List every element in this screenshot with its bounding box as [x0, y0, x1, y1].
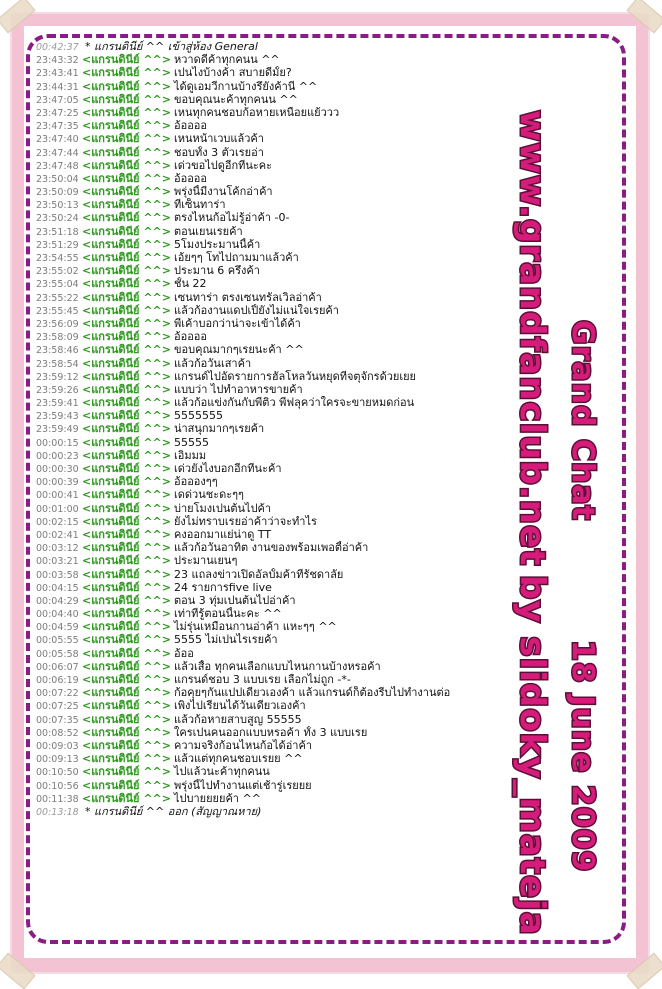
message-text: 5โมงประมานนี้ค้า	[173, 237, 261, 251]
timestamp: 00:07:35	[36, 714, 79, 726]
nickname: <แกรนดินีย์ ^^>	[82, 53, 171, 67]
message-text: ไปบายยยยค้า ^^	[173, 791, 261, 805]
timestamp: 23:47:35	[36, 121, 79, 133]
chat-line	[36, 475, 516, 488]
nickname: <แกรนดินีย์ ^^>	[82, 791, 171, 805]
timestamp: 00:05:58	[36, 648, 79, 660]
nickname: <แกรนดินีย์ ^^>	[82, 158, 171, 172]
nickname: <แกรนดินีย์ ^^>	[82, 712, 171, 726]
timestamp: 23:51:29	[36, 239, 79, 251]
message-text: แล้วก้อวันเสาค้า	[173, 356, 252, 370]
timestamp: 23:44:31	[36, 81, 79, 93]
nickname: <แกรนดินีย์ ^^>	[82, 527, 171, 541]
chat-line	[36, 66, 516, 79]
chat-line	[36, 739, 516, 752]
nickname: <แกรนดินีย์ ^^>	[82, 554, 171, 568]
chat-line	[36, 383, 516, 396]
timestamp: 00:06:07	[36, 661, 79, 673]
nickname: <แกรนดินีย์ ^^>	[82, 264, 171, 278]
timestamp: 23:58:54	[36, 358, 79, 370]
message-text: ชั้น 22	[173, 277, 207, 291]
nickname: <แกรนดินีย์ ^^>	[82, 738, 171, 752]
message-text: ใครเปนคนออกแบบหรอค้า ทั้ง 3 แบบเรย	[173, 725, 368, 739]
timestamp: 00:06:19	[36, 675, 79, 686]
chat-line	[36, 238, 516, 251]
timestamp: 23:43:41	[36, 68, 79, 80]
timestamp: 00:04:59	[36, 622, 79, 634]
chat-line	[36, 752, 516, 765]
nickname: <แกรนดินีย์ ^^>	[82, 396, 171, 410]
message-text: อ้ออองๆๆ	[173, 475, 218, 489]
nickname: <แกรนดินีย์ ^^>	[82, 765, 171, 779]
chat-line	[36, 647, 516, 660]
timestamp: 23:58:09	[36, 332, 79, 344]
chat-line	[36, 607, 516, 620]
message-text: ขอบคุณมากๆเรยนะค้า ^^	[173, 343, 304, 357]
nickname: <แกรนดินีย์ ^^>	[82, 448, 171, 462]
timestamp: 23:47:25	[36, 107, 79, 119]
chat-line	[36, 673, 516, 686]
timestamp: 23:50:04	[36, 173, 79, 185]
watermark-date: 18 June 2009	[565, 640, 600, 873]
message-text: ความจริงก้อนไหนก้อได้อ่าค้า	[173, 738, 313, 752]
chat-line	[36, 449, 516, 462]
chat-line	[36, 304, 516, 317]
nickname: <แกรนดินีย์ ^^>	[82, 119, 171, 133]
nickname: <แกรนดินีย์ ^^>	[82, 198, 171, 212]
timestamp: 00:00:41	[36, 490, 79, 502]
nickname: <แกรนดินีย์ ^^>	[82, 620, 171, 634]
chat-line	[36, 660, 516, 673]
timestamp: 23:51:18	[36, 226, 79, 238]
nickname: <แกรนดินีย์ ^^>	[82, 422, 171, 436]
timestamp: 00:09:13	[36, 754, 79, 766]
chat-line	[36, 277, 516, 290]
message-text: พี่เค้าบอกว่าน่าจะเข้าได้ค้า	[173, 316, 301, 330]
nickname: <แกรนดินีย์ ^^>	[82, 330, 171, 344]
message-text: 5555555	[173, 409, 223, 423]
timestamp: 23:55:45	[36, 305, 79, 317]
chat-line	[36, 515, 516, 528]
nickname: <แกรนดินีย์ ^^>	[82, 778, 171, 792]
chat-line	[36, 792, 516, 805]
timestamp: 00:03:58	[36, 569, 79, 581]
nickname: <แกรนดินีย์ ^^>	[82, 251, 171, 264]
chat-line	[36, 462, 516, 475]
message-text: แล้วก้อหายสาบสูญ 55555	[173, 712, 302, 726]
message-text: แล้วก้อวันอาทิต งานของพร้อมเพอตี้อ่าค้า	[173, 541, 369, 555]
nickname: <แกรนดินีย์ ^^>	[82, 607, 171, 621]
nickname: <แกรนดินีย์ ^^>	[82, 541, 171, 555]
nickname: <แกรนดินีย์ ^^>	[82, 514, 171, 528]
nickname: <แกรนดินีย์ ^^>	[82, 567, 171, 581]
message-text: ประมานเยนๆ	[173, 554, 238, 568]
chat-line	[36, 251, 516, 264]
message-text: อ้ออ	[173, 646, 194, 660]
nickname: <แกรนดินีย์ ^^>	[82, 659, 171, 673]
system-message	[36, 805, 516, 818]
nickname: <แกรนดินีย์ ^^>	[82, 92, 171, 106]
message-text: * แกรนดินีย์ ^^ เข้าสู่ห้อง General	[85, 40, 258, 53]
message-text: คงออกมาแย่น่าดู TT	[173, 527, 272, 541]
timestamp: 23:50:09	[36, 187, 79, 199]
timestamp: 23:47:40	[36, 134, 79, 146]
chat-line	[36, 502, 516, 515]
chat-line	[36, 620, 516, 633]
timestamp: 23:59:49	[36, 424, 79, 436]
message-text: แล้วเสื้อ ทุกคนเลือกแบบไหนกานบ้างหรอค้า	[173, 659, 381, 673]
timestamp: 00:07:22	[36, 688, 79, 700]
message-text: ตอน 3 ทุ่มเปนต้นไปอ่าค้า	[173, 593, 296, 607]
nickname: <แกรนดินีย์ ^^>	[82, 686, 171, 700]
nickname: <แกรนดินีย์ ^^>	[82, 356, 171, 370]
watermark-author: by slidoky_mateja	[512, 575, 552, 936]
nickname: <แกรนดินีย์ ^^>	[82, 752, 171, 766]
chat-line	[36, 343, 516, 356]
chat-line	[36, 225, 516, 238]
message-text: แบบว่า ไปทำอาหารขายค้า	[173, 382, 303, 396]
timestamp: 00:02:15	[36, 516, 79, 528]
message-text: อ้ออออ	[173, 171, 208, 185]
timestamp: 00:02:41	[36, 529, 79, 541]
timestamp: 23:59:12	[36, 371, 79, 383]
chat-line	[36, 594, 516, 607]
nickname: <แกรนดินีย์ ^^>	[82, 224, 171, 238]
message-text: เซนทาร่า ตรงเซนทรัลเวิลอ่าค้า	[173, 290, 322, 304]
nickname: <แกรนดินีย์ ^^>	[82, 237, 171, 251]
watermark-title: Grand Chat	[565, 320, 600, 521]
chat-line	[36, 765, 516, 778]
chat-line	[36, 172, 516, 185]
message-text: อ้ออออ	[173, 330, 208, 344]
timestamp: 00:13:18	[36, 806, 79, 818]
message-text: เหนทุกคนชอบก้อหายเหนื่อยแย้ววว	[173, 105, 340, 119]
timestamp: 23:56:09	[36, 318, 79, 330]
message-text: เด่วยังไงบอกอีกทีนะค้า	[173, 462, 282, 475]
system-message	[36, 40, 516, 53]
message-text: อ้ออออ	[173, 119, 208, 133]
timestamp: 23:43:32	[36, 55, 79, 67]
message-text: แล้วก้องานแดปเปิ้ยังไม่แน่ใจเรยค้า	[173, 303, 339, 317]
nickname: <แกรนดินีย์ ^^>	[82, 409, 171, 423]
timestamp: 00:11:38	[36, 793, 79, 805]
nickname: <แกรนดินีย์ ^^>	[82, 488, 171, 502]
message-text: 5555 ไม่เปนไรเรยค้า	[173, 633, 278, 647]
timestamp: 00:10:56	[36, 780, 79, 792]
chat-line	[36, 264, 516, 277]
chat-line	[36, 713, 516, 726]
message-text: ยังไม่ทราบเรยอ่าค้าว่าจะทำไร	[173, 514, 317, 528]
message-text: เด่วขอไปดูอีกทีนะคะ	[173, 158, 273, 172]
message-text: 23 แถลงข่าวเปิดอัลบั้มค้าที่รัชดาลัย	[173, 567, 344, 581]
nickname: <แกรนดินีย์ ^^>	[82, 725, 171, 739]
timestamp: 00:04:15	[36, 582, 79, 594]
nickname: <แกรนดินีย์ ^^>	[82, 501, 171, 515]
chat-line	[36, 436, 516, 449]
nickname: <แกรนดินีย์ ^^>	[82, 185, 171, 199]
message-text: แล้วก้อแข่งกันกับพี่ติว พี่ฟลุคว่าใครจะขายหมดก่อน	[173, 396, 415, 410]
nickname: <แกรนดินีย์ ^^>	[82, 105, 171, 119]
message-text: เอิ่มมม	[173, 448, 207, 462]
chat-line	[36, 119, 516, 132]
chat-line	[36, 699, 516, 712]
message-text: 55555	[173, 435, 209, 449]
chat-line	[36, 53, 516, 66]
nickname: <แกรนดินีย์ ^^>	[82, 290, 171, 304]
chat-line	[36, 568, 516, 581]
message-text: บ่ายโมงเปนต้นไปค้า	[173, 501, 272, 515]
timestamp: 23:47:44	[36, 147, 79, 159]
nickname: <แกรนดินีย์ ^^>	[82, 277, 171, 291]
timestamp: 00:03:12	[36, 543, 79, 555]
nickname: <แกรนดินีย์ ^^>	[82, 171, 171, 185]
timestamp: 23:59:41	[36, 398, 79, 410]
nickname: <แกรนดินีย์ ^^>	[82, 699, 171, 713]
chat-line	[36, 554, 516, 567]
timestamp: 00:08:52	[36, 727, 79, 739]
message-text: ได้ดูเอมวีกานบ้างรึยังค้านี่ ^^	[173, 79, 318, 93]
message-text: เดด่วนชะดะๆๆ	[173, 488, 244, 502]
timestamp: 00:10:50	[36, 767, 79, 779]
nickname: <แกรนดินีย์ ^^>	[82, 475, 171, 489]
message-text: ที่เซ็นทาร่า	[173, 198, 226, 212]
message-text: 24 รายการfive live	[173, 580, 272, 594]
nickname: <แกรนดินีย์ ^^>	[82, 593, 171, 607]
chat-line	[36, 317, 516, 330]
chat-line	[36, 357, 516, 370]
timestamp: 00:09:03	[36, 740, 79, 752]
message-text: ประมาน 6 ครึ่งค้า	[173, 264, 260, 278]
chat-line	[36, 132, 516, 145]
chat-line	[36, 106, 516, 119]
message-text: ไปแล้วนะค้าทุกคนน	[173, 765, 270, 779]
nickname: <แกรนดินีย์ ^^>	[82, 462, 171, 475]
nickname: <แกรนดินีย์ ^^>	[82, 145, 171, 159]
message-text: เท่าที่รู้ตอนนี้นะคะ ^^	[173, 607, 282, 621]
message-text: เหนหน้าเวบแล้วค้า	[173, 132, 264, 146]
message-text: เอ้ยๆๆ โทไปถามมาแล้วค้า	[173, 251, 299, 264]
chat-line	[36, 185, 516, 198]
message-text: น่าสนุกมากๆเรยค้า	[173, 422, 265, 436]
chat-line	[36, 779, 516, 792]
message-text: ก้อคุยๆกันแปปเดียวเองค้า แล้วแกรนด์ก็ต้องรีบไปทำงานต่อ	[173, 686, 451, 700]
chat-log	[36, 40, 516, 818]
timestamp: 23:47:48	[36, 160, 79, 172]
chat-line	[36, 488, 516, 501]
nickname: <แกรนดินีย์ ^^>	[82, 79, 171, 93]
timestamp: 00:01:00	[36, 503, 79, 515]
message-text: * แกรนดินีย์ ^^ ออก (สัญญาณหาย)	[85, 804, 262, 818]
chat-line	[36, 409, 516, 422]
nickname: <แกรนดินีย์ ^^>	[82, 211, 171, 225]
message-text: ตรงไหนก้อไม่รู้อ่าค้า -0-	[173, 211, 290, 225]
message-text: พรุ่งนี้มีงานโค้กอ่าค้า	[173, 185, 273, 199]
message-text: เปนไงบ้างค้า สบายดีมั้ย?	[173, 66, 292, 80]
timestamp: 00:42:37	[36, 42, 79, 53]
nickname: <แกรนดินีย์ ^^>	[82, 303, 171, 317]
chat-line	[36, 330, 516, 343]
nickname: <แกรนดินีย์ ^^>	[82, 580, 171, 594]
chat-line	[36, 370, 516, 383]
timestamp: 23:59:26	[36, 384, 79, 396]
message-text: แกรนด์ไปอัดรายการฮัลโหลวันหยุดที่จตุจักรด้วยเยย	[173, 369, 417, 383]
timestamp: 23:55:22	[36, 292, 79, 304]
timestamp: 00:00:39	[36, 477, 79, 489]
chat-line	[36, 633, 516, 646]
chat-line	[36, 726, 516, 739]
timestamp: 00:04:29	[36, 595, 79, 607]
timestamp: 00:05:55	[36, 635, 79, 647]
chat-line	[36, 80, 516, 93]
nickname: <แกรนดินีย์ ^^>	[82, 132, 171, 146]
message-text: ไม่รุ่นเหมือนกานอ่าค้า แหะๆๆ ^^	[173, 620, 337, 634]
watermark-url: www.grandfanclub.net	[512, 110, 552, 567]
nickname: <แกรนดินีย์ ^^>	[82, 369, 171, 383]
timestamp: 23:54:55	[36, 253, 79, 264]
nickname: <แกรนดินีย์ ^^>	[82, 633, 171, 647]
chat-line	[36, 93, 516, 106]
chat-line	[36, 198, 516, 211]
timestamp: 00:00:15	[36, 437, 79, 449]
timestamp: 23:59:43	[36, 411, 79, 423]
message-text: เพิ่งไปเรียนได้วันเดียวเองค้า	[173, 699, 306, 713]
timestamp: 00:03:21	[36, 556, 79, 568]
nickname: <แกรนดินีย์ ^^>	[82, 646, 171, 660]
chat-line	[36, 541, 516, 554]
message-text: แล้วแต่ทุกคนชอบเรยย ^^	[173, 752, 303, 766]
nickname: <แกรนดินีย์ ^^>	[82, 435, 171, 449]
timestamp: 00:07:25	[36, 701, 79, 713]
chat-line	[36, 159, 516, 172]
message-text: ตอนเยนเรยค้า	[173, 224, 243, 238]
chat-line	[36, 211, 516, 224]
message-text: หวาดดีค้าทุกคนน ^^	[173, 53, 280, 67]
timestamp: 23:55:02	[36, 266, 79, 278]
chat-line	[36, 146, 516, 159]
nickname: <แกรนดินีย์ ^^>	[82, 382, 171, 396]
timestamp: 00:00:23	[36, 450, 79, 462]
message-text: พรุ่งนี้ไปทำงานแต่เช้ารู่เรยยย	[173, 778, 312, 792]
timestamp: 00:04:40	[36, 609, 79, 621]
chat-line	[36, 291, 516, 304]
chat-line	[36, 686, 516, 699]
timestamp: 23:50:13	[36, 200, 79, 212]
message-text: ขอบคุณนะค้าทุกคนน ^^	[173, 92, 298, 106]
timestamp: 23:47:05	[36, 94, 79, 106]
chat-line	[36, 528, 516, 541]
timestamp: 00:00:30	[36, 464, 79, 475]
nickname: <แกรนดินีย์ ^^>	[82, 673, 171, 686]
message-text: ชอบทั้ง 3 ตัวเรยอ่า	[173, 145, 264, 159]
chat-line	[36, 396, 516, 409]
chat-line	[36, 422, 516, 435]
timestamp: 23:50:24	[36, 213, 79, 225]
timestamp: 23:55:04	[36, 279, 79, 291]
message-text: แกรนด์ชอบ 3 แบบเรย เลือกไม่ถูก -*-	[173, 673, 351, 686]
nickname: <แกรนดินีย์ ^^>	[82, 316, 171, 330]
timestamp: 23:58:46	[36, 345, 79, 357]
nickname: <แกรนดินีย์ ^^>	[82, 66, 171, 80]
nickname: <แกรนดินีย์ ^^>	[82, 343, 171, 357]
chat-line	[36, 581, 516, 594]
